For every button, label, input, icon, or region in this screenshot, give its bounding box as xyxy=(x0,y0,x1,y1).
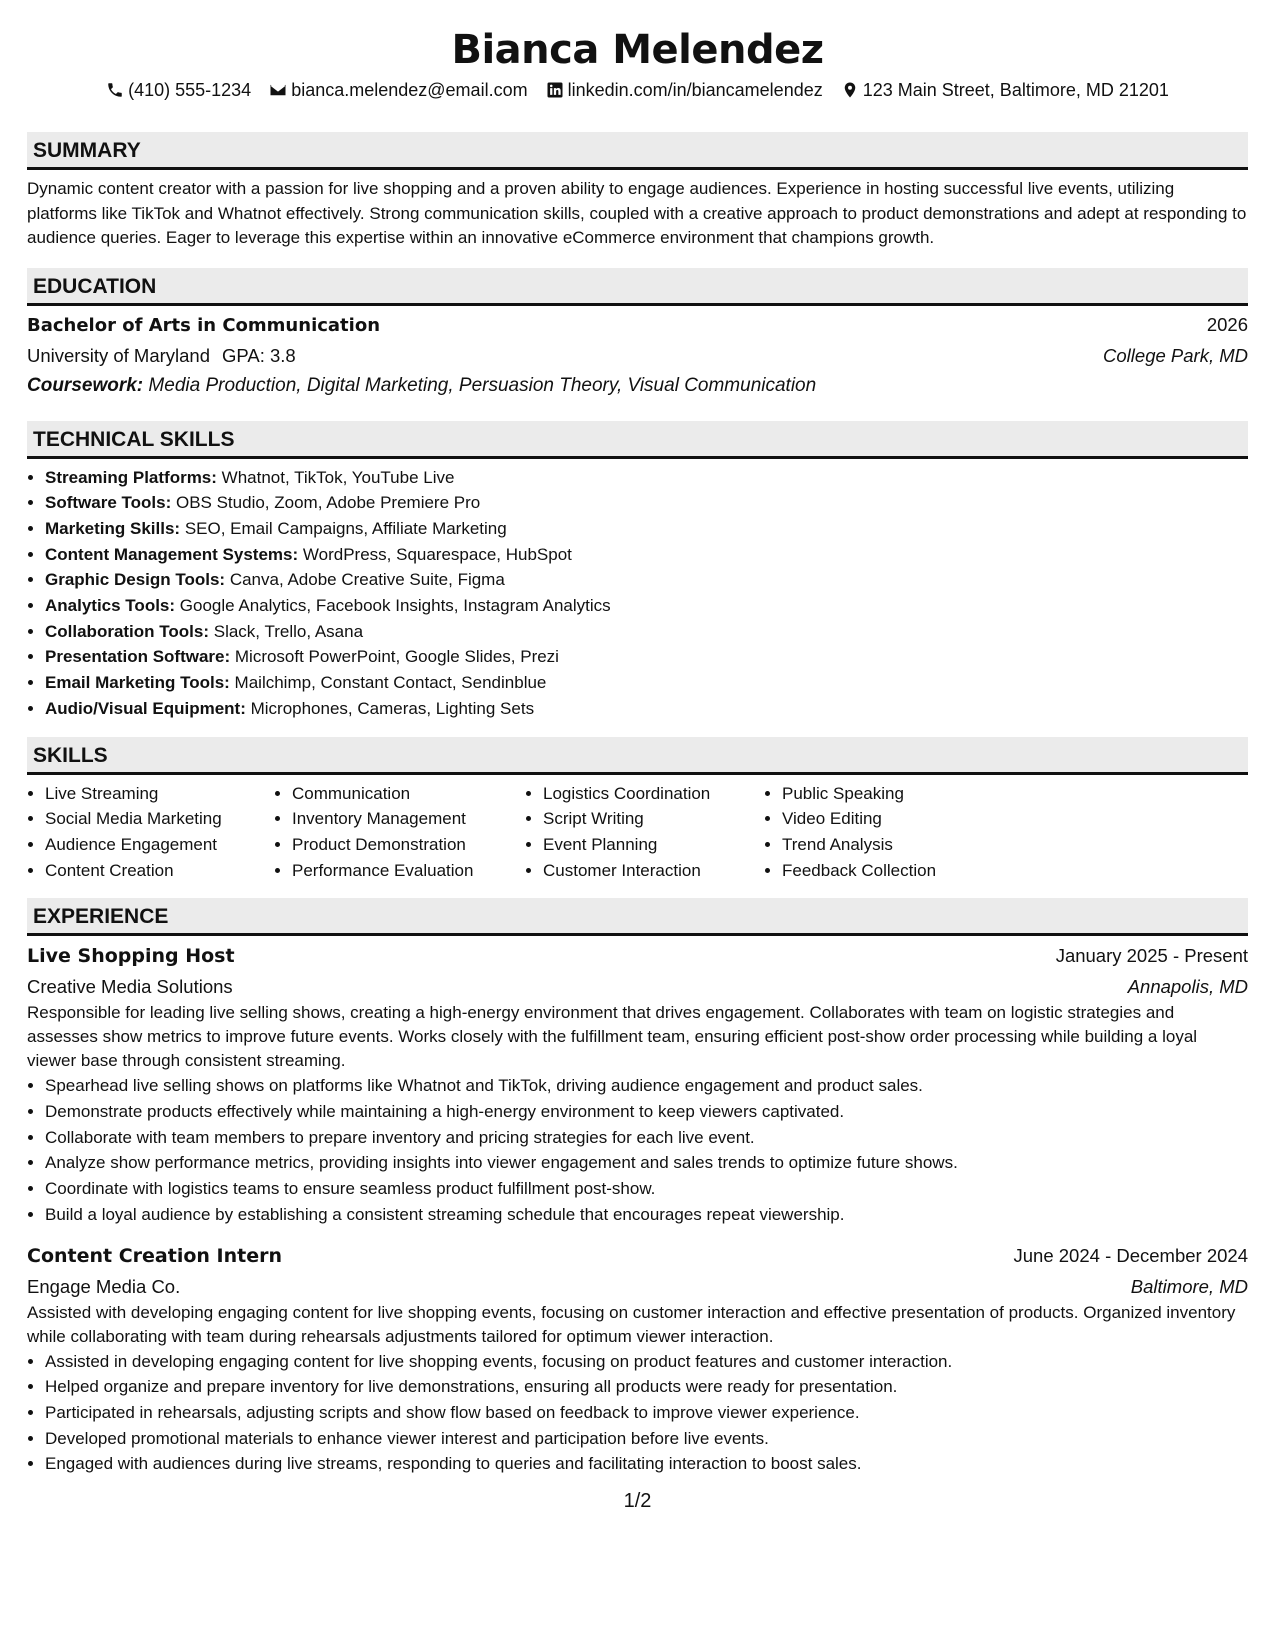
job-location: Baltimore, MD xyxy=(1130,1275,1248,1297)
list-item: • Live Streaming xyxy=(45,781,274,807)
section-heading: SKILLS xyxy=(27,737,1248,775)
list-item: • Software Tools: OBS Studio, Zoom, Adobe Premiere Pro xyxy=(45,490,1248,516)
list-item: • Video Editing xyxy=(782,806,982,832)
skills-column xyxy=(764,781,982,884)
job-description: Responsible for leading live selling shows, creating a high-energy environment that drives engagement. Collaborates with team on logistic strategies and assesses show metrics to improve future events. Works closely with the fulfillment team, ensuring efficient post-show order processing while building a loyal viewer base through consistent streaming. xyxy=(27,1003,1198,1071)
job-dates: January 2025 - Present xyxy=(1055,945,1248,967)
job-title: Live Shopping Host xyxy=(27,945,235,968)
graduation-year: 2026 xyxy=(1206,313,1248,335)
coursework: Coursework: Media Production, Digital Marketing, Persuasion Theory, Visual Communication xyxy=(27,374,817,396)
list-item: • Engaged with audiences during live streams, responding to queries and facilitating interaction to boost sales. xyxy=(45,1451,1248,1477)
list-item: • Marketing Skills: SEO, Email Campaigns, Affiliate Marketing xyxy=(45,516,1248,542)
list-item: • Demonstrate products effectively while maintaining a high-energy environment to keep viewers captivated. xyxy=(45,1099,1248,1125)
list-item: • Communication xyxy=(292,781,525,807)
skills-column xyxy=(27,781,274,884)
list-item: • Build a loyal audience by establishing a consistent streaming schedule that encourages repeat viewership. xyxy=(45,1202,1248,1228)
list-item: • Helped organize and prepare inventory for live demonstrations, ensuring all products were ready for presentation. xyxy=(45,1374,1248,1400)
job-location: Annapolis, MD xyxy=(1127,976,1248,998)
education-section xyxy=(27,268,1248,401)
phone-icon xyxy=(106,81,124,99)
contact-phone: (410) 555-1234 xyxy=(106,78,251,102)
technical-skills-list xyxy=(27,465,1248,722)
summary-section xyxy=(27,132,1248,251)
skills-grid xyxy=(27,781,1248,884)
list-item: • Audio/Visual Equipment: Microphones, Cameras, Lighting Sets xyxy=(45,696,1248,722)
technical-skills-section xyxy=(27,421,1248,722)
list-item: • Spearhead live selling shows on platforms like Whatnot and TikTok, driving audience engagement and product sales. xyxy=(45,1073,1248,1099)
list-item: • Participated in rehearsals, adjusting scripts and show flow based on feedback to improve viewer experience. xyxy=(45,1400,1248,1426)
list-item: • Coordinate with logistics teams to ensure seamless product fulfillment post-show. xyxy=(45,1176,1248,1202)
list-item: • Analytics Tools: Google Analytics, Facebook Insights, Instagram Analytics xyxy=(45,593,1248,619)
contact-bar xyxy=(27,78,1248,102)
list-item: • Developed promotional materials to enhance viewer interest and participation before live events. xyxy=(45,1426,1248,1452)
list-item: • Graphic Design Tools: Canva, Adobe Creative Suite, Figma xyxy=(45,567,1248,593)
contact-address: 123 Main Street, Baltimore, MD 21201 xyxy=(841,78,1169,102)
job-company: Creative Media Solutions xyxy=(27,976,233,998)
list-item: • Audience Engagement xyxy=(45,832,274,858)
list-item: • Collaborate with team members to prepare inventory and pricing strategies for each live event. xyxy=(45,1125,1248,1151)
job-title: Content Creation Intern xyxy=(27,1244,282,1267)
experience-section xyxy=(27,898,1248,1477)
envelope-icon xyxy=(269,81,287,99)
job-entry xyxy=(27,1240,1248,1478)
list-item: • Content Management Systems: WordPress, Squarespace, HubSpot xyxy=(45,542,1248,568)
section-heading: EDUCATION xyxy=(27,268,1248,306)
degree-title: Bachelor of Arts in Communication xyxy=(27,314,381,336)
list-item: • Content Creation xyxy=(45,858,274,884)
section-heading: TECHNICAL SKILLS xyxy=(27,421,1248,459)
list-item: • Streaming Platforms: Whatnot, TikTok, YouTube Live xyxy=(45,465,1248,491)
contact-email[interactable]: bianca.melendez@email.com xyxy=(269,78,527,102)
linkedin-icon xyxy=(546,81,564,99)
list-item: • Public Speaking xyxy=(782,781,982,807)
list-item: • Logistics Coordination xyxy=(543,781,764,807)
list-item: • Event Planning xyxy=(543,832,764,858)
list-item: • Social Media Marketing xyxy=(45,806,274,832)
list-item: • Performance Evaluation xyxy=(292,858,525,884)
job-description: Assisted with developing engaging content for live shopping events, focusing on customer interaction and effective presentation of products. Organized inventory while collaborating with team during rehearsals adjustments tailored for optimum viewer interaction. xyxy=(27,1302,1236,1346)
map-pin-icon xyxy=(841,81,859,99)
list-item: • Collaboration Tools: Slack, Trello, Asana xyxy=(45,619,1248,645)
list-item: • Customer Interaction xyxy=(543,858,764,884)
skills-section xyxy=(27,737,1248,884)
list-item: • Email Marketing Tools: Mailchimp, Constant Contact, Sendinblue xyxy=(45,670,1248,696)
page-number: 1/2 xyxy=(623,1490,652,1512)
section-heading: EXPERIENCE xyxy=(27,898,1248,936)
school-line xyxy=(27,341,296,371)
list-item: • Inventory Management xyxy=(292,806,525,832)
job-bullets xyxy=(27,1349,1248,1478)
list-item: • Feedback Collection xyxy=(782,858,982,884)
list-item: • Presentation Software: Microsoft PowerPoint, Google Slides, Prezi xyxy=(45,644,1248,670)
list-item: • Assisted in developing engaging content for live shopping events, focusing on product features and customer interaction. xyxy=(45,1349,1248,1375)
summary-text: Dynamic content creator with a passion for live shopping and a proven ability to engage audiences. Experience in hosting successful live events, utilizing platforms like TikTok and Whatnot effectively. Strong communication skills, coupled with a creative approach to product demonstrations and adept at responding to audience queries. Eager to leverage this expertise within an innovative eCommerce environment that champions growth. xyxy=(27,179,1247,247)
job-entry xyxy=(27,940,1248,1227)
skills-column xyxy=(525,781,764,884)
skills-column xyxy=(274,781,525,884)
list-item: • Analyze show performance metrics, providing insights into viewer engagement and sales trends to optimize future shows. xyxy=(45,1150,1248,1176)
candidate-name: Bianca Melendez xyxy=(451,27,824,73)
job-dates: June 2024 - December 2024 xyxy=(1013,1244,1248,1266)
contact-linkedin[interactable]: linkedin.com/in/biancamelendez xyxy=(546,78,823,102)
school-name: University of Maryland xyxy=(27,344,211,366)
section-heading: SUMMARY xyxy=(27,132,1248,170)
list-item: • Trend Analysis xyxy=(782,832,982,858)
job-bullets xyxy=(27,1073,1248,1227)
job-company: Engage Media Co. xyxy=(27,1275,181,1297)
list-item: • Script Writing xyxy=(543,806,764,832)
school-location: College Park, MD xyxy=(1103,344,1248,366)
gpa: GPA: 3.8 xyxy=(222,344,296,366)
list-item: • Product Demonstration xyxy=(292,832,525,858)
